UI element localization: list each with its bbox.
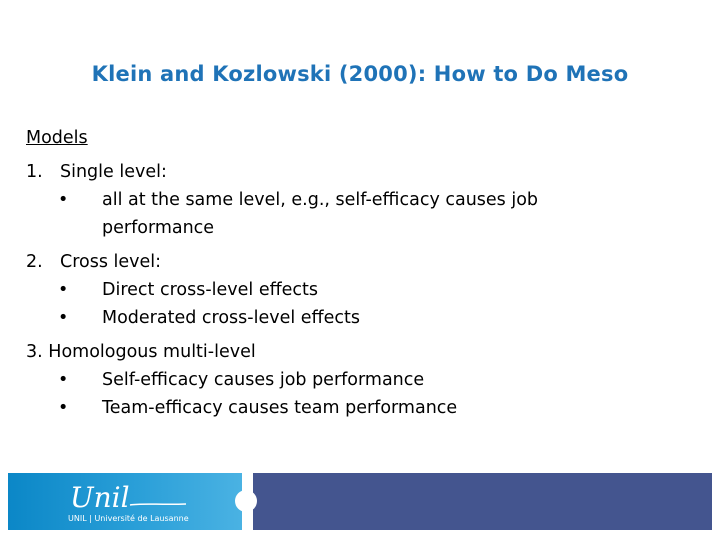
- unil-logo: [68, 477, 188, 517]
- footer-band: [8, 473, 712, 530]
- footer-left-panel: [8, 473, 242, 530]
- list-item: [26, 248, 706, 332]
- bullet-dot: •: [58, 308, 69, 328]
- bullet-item: [26, 304, 706, 332]
- bullet-dot: •: [58, 190, 69, 210]
- bullet-text: all at the same level, e.g., self-efficacy causes job: [102, 190, 539, 210]
- item-number: 2.: [26, 252, 43, 272]
- bullet-item: [26, 186, 706, 242]
- bullet-item: [26, 394, 706, 422]
- bullet-text: Moderated cross-level effects: [102, 308, 360, 328]
- university-caption: UNIL | Université de Lausanne: [68, 514, 189, 523]
- footer-right-panel: [253, 473, 712, 530]
- bullet-item: [26, 276, 706, 304]
- item-number: 3.: [26, 342, 43, 362]
- logo-text: Unil: [70, 481, 130, 514]
- bullet-text-continued: performance: [102, 218, 215, 238]
- bullet-dot: •: [58, 398, 69, 418]
- bullet-dot: •: [58, 370, 69, 390]
- list-item: [26, 338, 706, 422]
- list-item: [26, 158, 706, 242]
- logo-swash: [130, 504, 186, 505]
- slide-title: Klein and Kozlowski (2000): How to Do Meso: [91, 62, 629, 86]
- item-label: Homologous multi-level: [48, 342, 256, 362]
- section-heading: Models: [26, 128, 88, 148]
- bullet-item: [26, 366, 706, 394]
- bullet-text: Direct cross-level effects: [102, 280, 319, 300]
- footer-circle: [235, 490, 257, 512]
- item-label: Single level:: [60, 162, 167, 182]
- bullet-dot: •: [58, 280, 69, 300]
- item-label: Cross level:: [60, 252, 162, 272]
- bullet-text: Team-efficacy causes team performance: [102, 398, 458, 418]
- item-number: 1.: [26, 162, 43, 182]
- bullet-text: Self-efficacy causes job performance: [102, 370, 425, 390]
- slide-content: [26, 124, 706, 422]
